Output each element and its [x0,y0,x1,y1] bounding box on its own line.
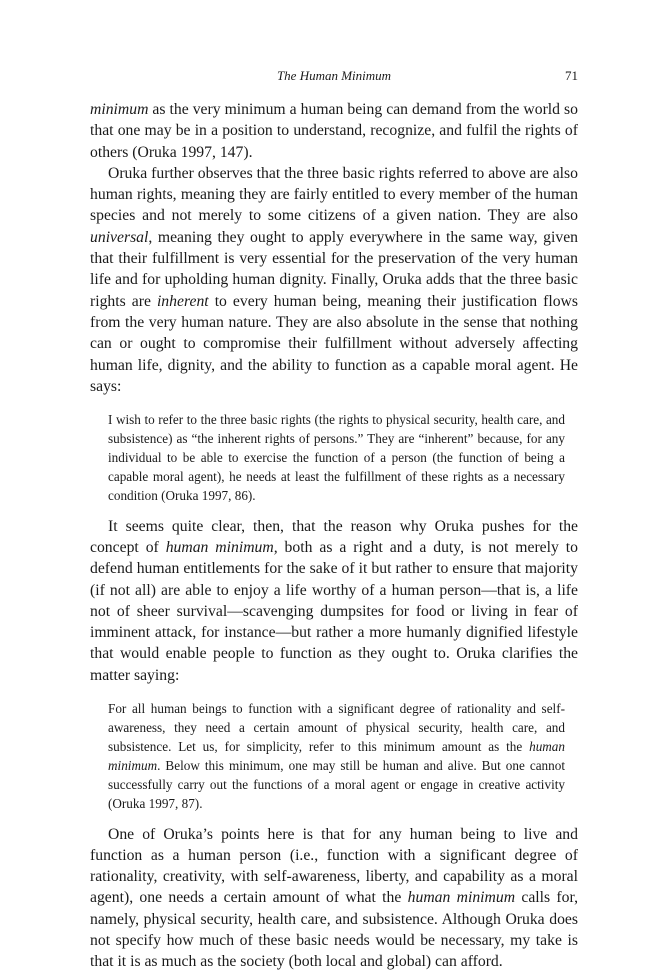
paragraph-text: It seems quite clear, then, that the reason why Oruka pushes for the concept of [90,517,578,556]
paragraph-text: to every human being, meaning their justification flows from the very human nature. They are also absolute in the sense that nothing can or ought to compromise their fulfillment without adversely affecting human life, dignity, and the ability to function as a capable moral agent. He says: [90,292,578,395]
running-head [90,66,578,86]
quote-text: I wish to refer to the three basic rights (the rights to physical security, health care, and subsistence) as “the inherent rights of persons.” They are “inherent” because, for any individual to be able to exercise the function of a person (the function of being a capable moral agent), he needs at least the fulfillment of these rights as a necessary condition (Oruka 1997, 86). [108,412,565,503]
block-quote-human-minimum [108,700,565,813]
emphasis-term: inherent [156,292,209,310]
paragraph-text: Oruka further observes that the three basic rights referred to above are also human rights, meaning they are fairly entitled to every member of the human species and not merely to some citizens of a given nation. They are also [90,164,578,225]
emphasis-term: human minimum [108,738,565,773]
running-title: The Human Minimum [276,68,392,83]
emphasis-term: universal [90,228,149,246]
emphasis-term: minimum [90,101,149,118]
paragraph-human-minimum [90,516,578,686]
body-text [90,99,578,973]
paragraph-text: , meaning they ought to apply everywhere in the same way, given that their fulfillment is very essential for the preservation of the very human life and for upholding human dignity. Finally, Oruka adds that the three basic rights are [90,228,578,310]
emphasis-term: human minimum [407,889,516,907]
quote-segment: . Below this minimum, one may still be human and alive. But one cannot successfully carry out the functions of a moral agent or engage in creative activity (Oruka 1997, 87). [108,757,565,811]
paragraph-text: One of Oruka’s points here is that for any human being to live and function as a human person (i.e., function with a significant degree of rationality, creativity, with self-awareness, liberty, and capability as a moral agent), one needs a certain amount of what the [90,825,578,907]
quote-text [108,700,565,813]
emphasis-term: human minimum, [165,538,278,556]
block-quote-inherent-rights [108,411,565,506]
paragraph-basic-rights [90,163,578,397]
paragraph-text: calls for, namely, physical security, health care, and subsistence. Although Oruka does not specify how much of these basic needs would be necessary, my take is that it is as much as the society (both local and global) can afford. [90,889,578,971]
paragraph-oruka-points [90,824,578,973]
paragraph-continuation [90,99,578,163]
paragraph-text: as the very minimum a human being can demand from the world so that one may be in a position to understand, recognize, and fulfil the rights of others (Oruka 1997, 147). [90,101,578,161]
page-number: 71 [565,68,578,83]
quote-segment: For all human beings to function with a significant degree of rationality and self-awareness, they need a certain amount of physical security, health care, and subsistence. Let us, for simplicity, refer to this minimum amount as the [108,701,565,754]
paragraph-text: both as a right and a duty, is not merely to defend human entitlements for the sake of it but rather to ensure that majority (if not all) are able to enjoy a life worthy of a human person—that is, a life not of sheer survival—scavenging dumpsites for food or living in fear of imminent attack, for instance—but rather a more humanly dignified lifestyle that would enable people to function as they ought to. Oruka clarifies the matter saying: [90,538,578,684]
